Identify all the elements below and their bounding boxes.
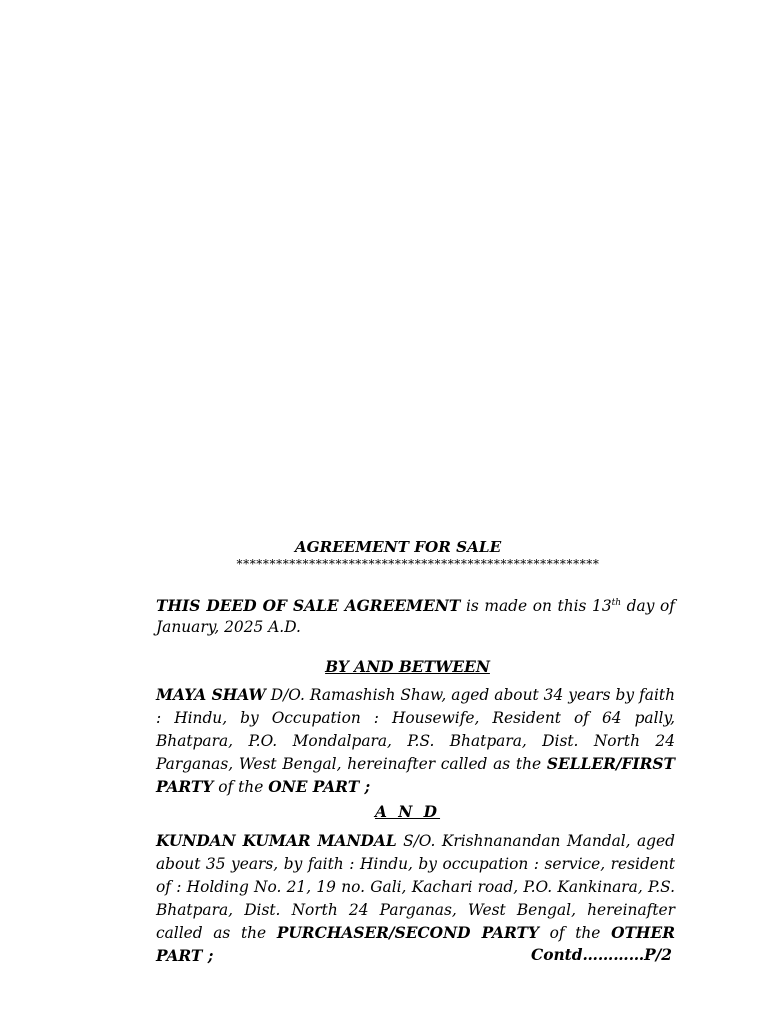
seller-role: SELLER/FIRST PARTY [156, 755, 675, 796]
purchaser-name: KUNDAN KUMAR MANDAL [156, 832, 397, 850]
document-title: AGREEMENT FOR SALE [294, 538, 502, 556]
seller-paragraph [156, 684, 675, 799]
title-separator: ******************************************************* [236, 557, 600, 571]
seller-connector: of the [213, 778, 269, 796]
intro-date-text: is made on this 13 [460, 597, 612, 615]
purchaser-details: S/O. Krishnanandan Mandal, aged about 35 years, by faith : Hindu, by occupation : service, resident of : Holding No. 21, 19 no. Gali, Kachari road, P.O. Kankinara, P.S. Bhatpara, Dist. North 24 Parganas, West Bengal, hereinafter called as the [156, 832, 675, 942]
intro-date-superscript: th [611, 597, 622, 608]
intro-paragraph [156, 596, 675, 638]
by-and-between-heading: BY AND BETWEEN [325, 658, 490, 676]
purchaser-connector: of the [538, 924, 612, 942]
purchaser-part: OTHER PART ; [156, 924, 675, 965]
purchaser-role: PURCHASER/SECOND PARTY [276, 924, 539, 942]
seller-details: D/O. Ramashish Shaw, aged about 34 years by faith : Hindu, by Occupation : Housewife, Resident of 64 pally, Bhatpara, P.O. Mondalpara, P.S. Bhatpara, Dist. North 24 Parganas, West Bengal, hereinafter called as the [156, 686, 675, 773]
seller-name: MAYA SHAW [156, 686, 266, 704]
intro-lead: THIS DEED OF SALE AGREEMENT [156, 597, 461, 615]
intro-date-rest: day of January, 2025 A.D. [156, 597, 675, 636]
and-heading: A N D [374, 803, 441, 821]
continued-note: Contd…………P/2 [530, 946, 672, 964]
seller-part: ONE PART ; [268, 778, 371, 796]
